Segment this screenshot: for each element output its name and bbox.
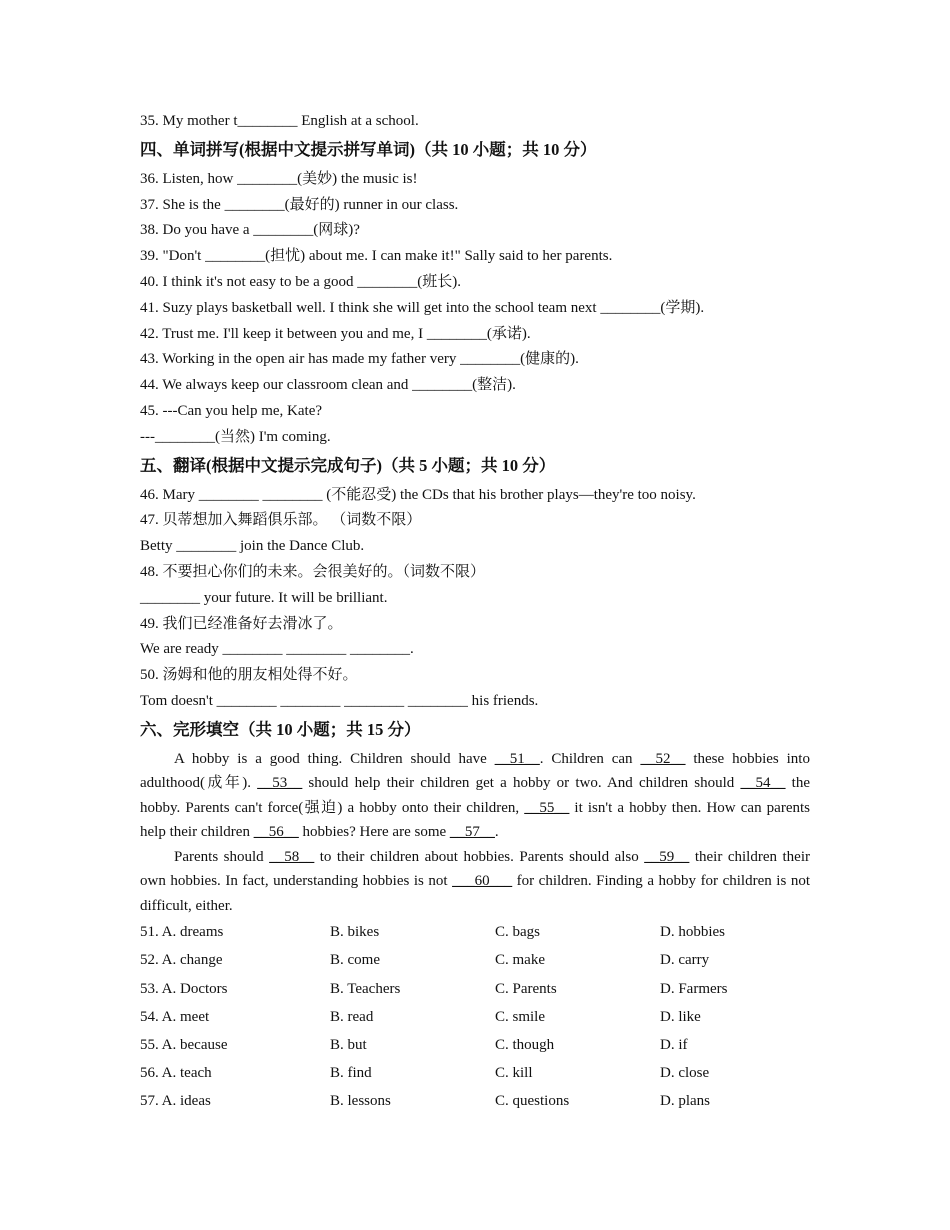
question-37: 37. She is the ________(最好的) runner in our class.: [140, 196, 459, 213]
blank-57: __57__: [449, 824, 495, 841]
question-38: 38. Do you have a ________(网球)?: [140, 222, 360, 239]
question-44: 44. We always keep our classroom clean and ________(整洁).: [140, 377, 516, 394]
option-c: C. kill: [495, 1065, 533, 1082]
blank-60: ___60___: [452, 873, 513, 890]
question-45-reply: ---________(当然) I'm coming.: [140, 428, 331, 445]
options-row-51: [140, 920, 810, 948]
cloze-text: hobbies? Here are some: [298, 824, 450, 841]
question-46: 46. Mary ________ ________ (不能忍受) the CDs that his brother plays—they're too noisy.: [140, 486, 696, 503]
question-47-answer: Betty ________ join the Dance Club.: [140, 538, 365, 555]
option-d: D. plans: [660, 1093, 710, 1110]
question-36: 36. Listen, how ________(美妙) the music is!: [140, 170, 418, 187]
option-d: D. like: [660, 1008, 701, 1025]
exam-page: [140, 109, 810, 1118]
question-41: 41. Suzy plays basketball well. I think she will get into the school team next ________(学期).: [140, 299, 705, 316]
blank-58: __58__: [269, 848, 315, 865]
section-6-heading: 六、完形填空（共 10 小题；共 15 分）: [140, 719, 421, 739]
blank-55: __55__: [524, 799, 570, 816]
cloze-text: to their children about hobbies. Parents should also: [314, 848, 645, 865]
option-c: C. smile: [495, 1008, 546, 1025]
cloze-text: Parents should: [174, 848, 270, 865]
cloze-text: A hobby is a good thing. Children should have: [174, 750, 495, 767]
option-b: B. come: [330, 952, 380, 969]
question-49-answer: We are ready ________ ________ ________.: [140, 641, 414, 658]
question-50-prompt: 50. 汤姆和他的朋友相处得不好。: [140, 667, 358, 684]
question-48-prompt: 48. 不要担心你们的未来。会很美好的。（词数不限）: [140, 563, 486, 580]
cloze-text: these hobbies into adulthood(成年).: [140, 750, 810, 792]
option-a: 51. A. dreams: [140, 924, 224, 941]
option-b: B. bikes: [330, 924, 380, 941]
question-35: 35. My mother t________ English at a school.: [140, 113, 419, 129]
question-43: 43. Working in the open air has made my father very ________(健康的).: [140, 351, 579, 368]
blank-52: __52__: [640, 750, 686, 767]
cloze-paragraph-1: [140, 747, 810, 845]
option-a: 56. A. teach: [140, 1065, 212, 1082]
question-48-answer: ________ your future. It will be brilliant.: [140, 589, 388, 606]
section-5-heading: 五、翻译(根据中文提示完成句子)（共 5 小题；共 10 分）: [140, 455, 556, 475]
options-row-53: [140, 977, 810, 1005]
cloze-text: .: [494, 824, 499, 841]
cloze-text: it isn't a hobby then. How can parents help their children: [140, 799, 811, 841]
blank-56: __56__: [253, 824, 299, 841]
cloze-text: for children. Finding a hobby for children is not difficult, either.: [140, 873, 810, 914]
option-b: B. but: [330, 1036, 367, 1053]
option-d: D. close: [660, 1065, 710, 1082]
question-49-prompt: 49. 我们已经准备好去滑冰了。: [140, 615, 343, 632]
section-5-questions: [140, 483, 810, 715]
options-row-54: [140, 1005, 810, 1033]
blank-53: __53__: [257, 775, 303, 792]
options-row-52: [140, 948, 810, 976]
blank-59: __59__: [644, 848, 690, 865]
option-c: C. make: [495, 952, 545, 969]
cloze-text: the hobby. Parents can't force(强迫) a hobby onto their children,: [140, 775, 811, 816]
option-a: 54. A. meet: [140, 1008, 210, 1025]
options-row-56: [140, 1061, 810, 1089]
option-a: 53. A. Doctors: [140, 980, 228, 997]
option-b: B. read: [330, 1008, 374, 1025]
options-row-57: [140, 1089, 810, 1117]
cloze-text: . Children can: [539, 750, 641, 767]
cloze-text: should help their children get a hobby or two. And children should: [302, 775, 741, 792]
cloze-text: their children their own hobbies. In fact, understanding hobbies is not: [140, 848, 810, 890]
section-4-heading: 四、单词拼写(根据中文提示拼写单词)（共 10 小题；共 10 分）: [140, 139, 597, 159]
option-d: D. if: [660, 1036, 688, 1053]
option-a: 57. A. ideas: [140, 1093, 211, 1110]
option-c: C. though: [495, 1036, 555, 1053]
option-b: B. find: [330, 1065, 372, 1082]
question-50-answer: Tom doesn't ________ ________ ________ ________ his friends.: [140, 692, 539, 709]
question-47-prompt: 47. 贝蒂想加入舞蹈俱乐部。 （词数不限）: [140, 512, 422, 529]
option-d: D. carry: [660, 952, 710, 969]
option-d: D. Farmers: [660, 980, 728, 997]
question-40: 40. I think it's not easy to be a good ________(班长).: [140, 273, 461, 290]
option-a: 52. A. change: [140, 952, 223, 969]
blank-51: __51__: [494, 750, 540, 767]
cloze-paragraph-2: [140, 845, 810, 919]
options-row-55: [140, 1033, 810, 1061]
option-b: B. Teachers: [330, 980, 401, 997]
option-b: B. lessons: [330, 1093, 391, 1110]
question-42: 42. Trust me. I'll keep it between you and me, I ________(承诺).: [140, 325, 531, 342]
section-4-questions: [140, 167, 810, 451]
question-39: 39. "Don't ________(担忧) about me. I can make it!" Sally said to her parents.: [140, 248, 613, 265]
blank-54: __54__: [740, 775, 786, 792]
option-c: C. questions: [495, 1093, 570, 1110]
question-45: 45. ---Can you help me, Kate?: [140, 402, 323, 419]
option-a: 55. A. because: [140, 1036, 228, 1053]
option-d: D. hobbies: [660, 924, 725, 941]
option-c: C. Parents: [495, 980, 557, 997]
option-c: C. bags: [495, 924, 540, 941]
cloze-options: [140, 920, 810, 1117]
